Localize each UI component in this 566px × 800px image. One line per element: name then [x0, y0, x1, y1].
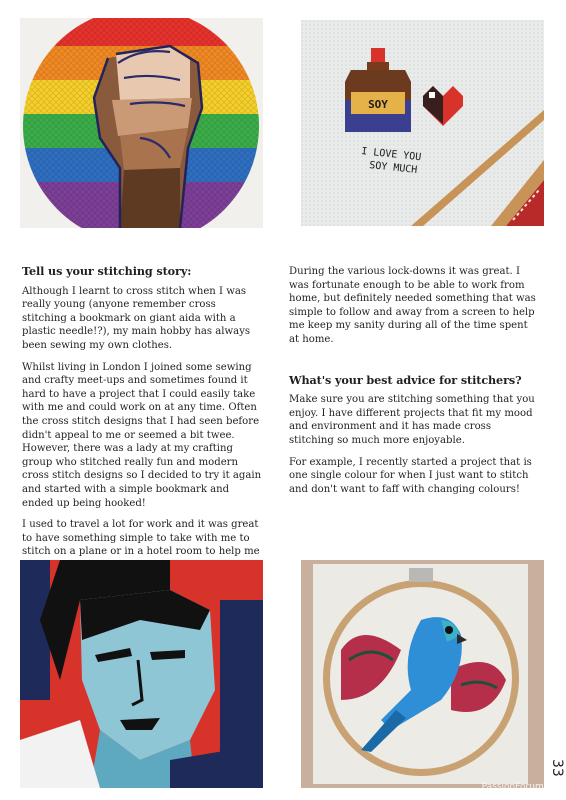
article-left-column	[22, 265, 262, 580]
watermark: PassionForum.ru	[481, 782, 556, 792]
photo-parrot-embroidery-hoop	[301, 560, 544, 788]
stitch-caption-line1: I LOVE YOU	[360, 146, 422, 164]
page-number: 33	[549, 759, 565, 777]
photo-soy-sauce-cross-stitch	[301, 20, 544, 226]
stitch-caption-line2: SOY MUCH	[368, 160, 418, 177]
bottle-label: SOY	[368, 98, 388, 111]
photo-pride-fist-cross-stitch	[20, 18, 263, 228]
paragraph: Whilst living in London I joined some sewing and crafty meet-ups and sometimes found it hard to have a project that I could easily take with me and could work on at any time. Often the cross stitch designs that I had seen before didn't appeal to me or seemed a bit twee. However, there was a lady at my crafting group who stitched really fun and modern cross stitch designs so I decided to try it again and started with a simple bookmark and ended up being hooked!	[22, 361, 262, 509]
paragraph: Although I learnt to cross stitch when I was really young (anyone remember cross stitching a bookmark on giant aida with a plastic needle!?), my main hobby has always been sewing my own clothes.	[22, 285, 251, 351]
paragraph: Make sure you are stitching something that you enjoy. I have different projects that fit my mood and environment and it has made cross stitching so much more enjoyable.	[289, 394, 535, 446]
paragraph: During the various lock-downs it was great. I was fortunate enough to be able to work from home, but definitely needed something that was simple to follow and away from a screen to help me keep my sanity during all of the time spent at home.	[289, 266, 536, 345]
photo-woman-portrait-cross-stitch	[20, 560, 263, 788]
heading-best-advice: What's your best advice for stitchers?	[289, 372, 522, 387]
paragraph: I used to travel a lot for work and it was great to have something simple to take with me to stitch on a plane or in a hotel room to help me	[22, 519, 260, 558]
heading-stitching-story: Tell us your stitching story:	[22, 264, 192, 278]
paragraph: For example, I recently started a project that is one single colour for when I just want to stitch and don't want to faff with changing colours!	[289, 456, 532, 495]
article-right-column	[289, 265, 539, 504]
